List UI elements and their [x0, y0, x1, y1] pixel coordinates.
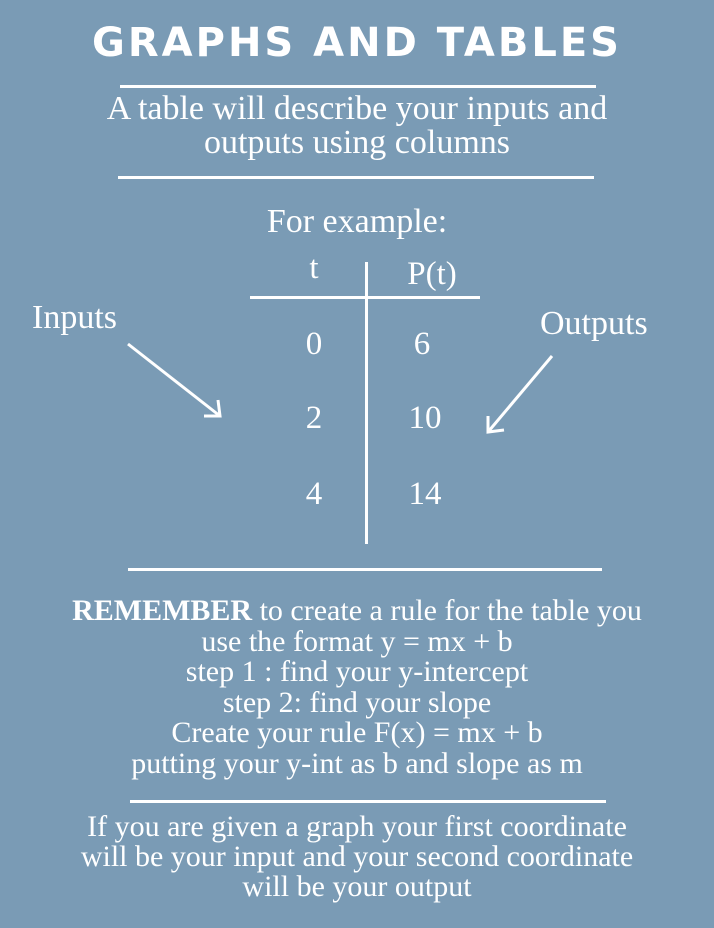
table-cell-output: 14	[408, 476, 442, 512]
intro-line: A table will describe your inputs and	[106, 90, 608, 127]
remember-line: use the format y = mx + b	[201, 624, 513, 658]
remember-heading: REMEMBER	[72, 594, 253, 627]
remember-line: putting your y-int as b and slope as m	[131, 746, 583, 780]
remember-line: step 2: find your slope	[222, 685, 492, 719]
table-header-input: t	[309, 250, 319, 286]
table-cell-input: 0	[305, 326, 323, 362]
page-title: GRAPHS AND TABLES	[92, 20, 622, 66]
divider	[130, 800, 606, 803]
table-cell-input: 4	[305, 476, 323, 512]
arrow-right-down-icon	[120, 336, 230, 426]
divider	[120, 85, 596, 88]
divider	[128, 568, 602, 571]
remember-line: step 1 : find your y-intercept	[185, 655, 529, 688]
graph-note	[0, 812, 714, 902]
table-cell-output: 10	[408, 400, 442, 436]
outputs-label: Outputs	[540, 305, 648, 342]
example-label: For example:	[266, 203, 448, 240]
intro-text	[0, 92, 714, 160]
table-column-divider	[365, 262, 368, 544]
remember-line: Create your rule F(x) = mx + b	[171, 716, 543, 749]
arrow-left-down-icon	[478, 350, 562, 440]
divider	[118, 176, 594, 179]
table-cell-input: 2	[305, 400, 323, 436]
remember-text: to create a rule for the table you	[252, 594, 642, 627]
remember-line	[0, 596, 714, 627]
graph-note-line: If you are given a graph your first coordinate	[87, 810, 627, 843]
inputs-label: Inputs	[32, 299, 117, 336]
graph-note-line: will be your input and your second coordinate	[80, 840, 634, 873]
table-cell-output: 6	[413, 326, 431, 362]
table-header-output: P(t)	[407, 256, 457, 292]
remember-section	[0, 596, 714, 779]
graph-note-line: will be your output	[242, 870, 472, 903]
intro-line: outputs using columns	[203, 124, 511, 161]
